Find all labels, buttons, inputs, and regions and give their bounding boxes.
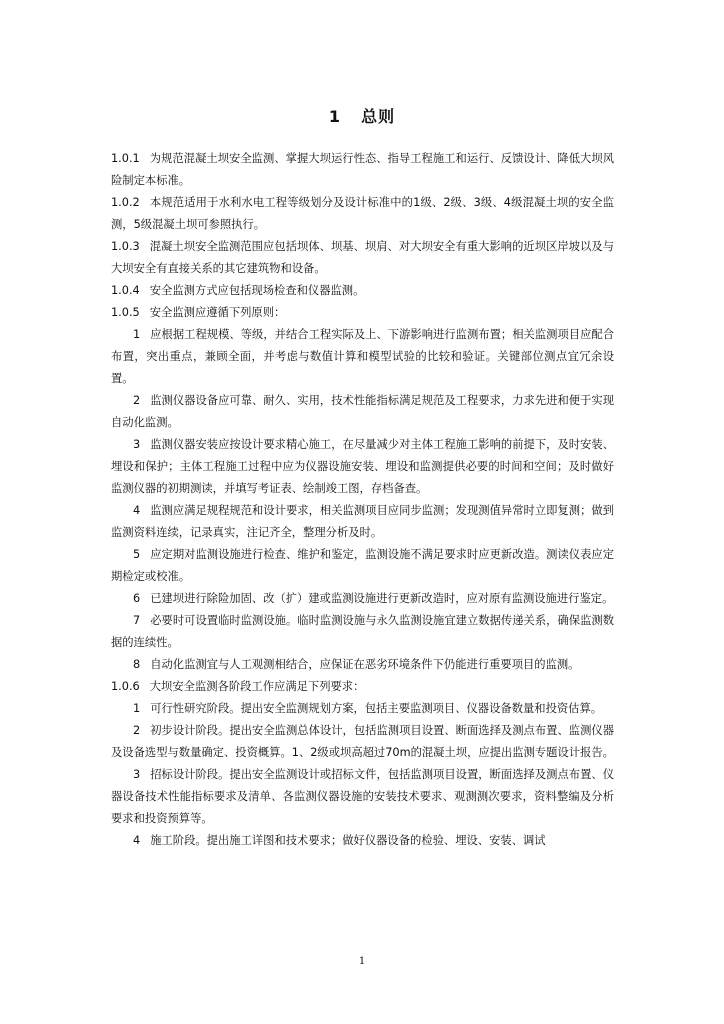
chapter-heading <box>0 104 724 127</box>
clause-text: 混凝土坝安全监测范围应包括坝体、坝基、坝肩、对大坝安全有重大影响的近坝区岸坡以及与大坝安全有直接关系的其它建筑物和设备。 <box>111 240 614 275</box>
item-text: 应根据工程规模、等级，并结合工程实际及上、下游影响进行监测布置；相关监测项目应配合布置，突出重点，兼顾全面，并考虑与数值计算和模型试验的比较和验证。关键部位测点宜冗余设置。 <box>111 328 614 385</box>
item-text: 已建坝进行除险加固、改（扩）建或监测设施进行更新改造时，应对原有监测设施进行鉴定。 <box>150 592 614 605</box>
item-text: 监测应满足规程规范和设计要求，相关监测项目应同步监测；发现测值异常时立即复测；做到监测资料连续，记录真实，注记齐全，整理分析及时。 <box>111 504 614 539</box>
item-text: 监测仪器安装应按设计要求精心施工，在尽量减少对主体工程施工影响的前提下，及时安装、埋设和保护；主体工程施工过程中应为仪器设施安装、埋设和监测提供必要的时间和空间；及时做好监测仪器的初期测读，并填写考证表、绘制竣工图，存档备查。 <box>111 438 614 495</box>
item-number: 8 <box>133 658 141 671</box>
item-text: 招标设计阶段。提出安全监测设计或招标文件，包括监测项目设置，断面选择及测点布置、仪器设备技术性能指标要求及清单、各监测仪器设施的安装技术要求、观测测次要求，资料整编及分析要求和投资预算等。 <box>111 768 614 825</box>
item-text: 初步设计阶段。提出安全监测总体设计，包括监测项目设置、断面选择及测点布置、监测仪器及设备选型与数量确定、投资概算。1、2级或坝高超过70m的混凝土坝，应提出监测专题设计报告。 <box>111 724 614 759</box>
clause-text: 大坝安全监测各阶段工作应满足下列要求： <box>149 680 365 693</box>
item-number: 3 <box>133 438 141 451</box>
item-number: 7 <box>133 614 141 627</box>
clause-1-0-6 <box>111 676 614 698</box>
clause-1-0-5 <box>111 302 614 324</box>
item-number: 6 <box>133 592 141 605</box>
chapter-title: 总则 <box>361 107 396 126</box>
list-item <box>111 544 614 588</box>
clause-text: 本规范适用于水利水电工程等级划分及设计标准中的1级、2级、3级、4级混凝土坝的安全监测，5级混凝土坝可参照执行。 <box>111 196 614 231</box>
item-text: 可行性研究阶段。提出安全监测规划方案，包括主要监测项目、仪器设备数量和投资估算。 <box>150 702 603 715</box>
list-item <box>111 390 614 434</box>
clause-1-0-2 <box>111 192 614 236</box>
clause-number: 1.0.5 <box>111 306 140 319</box>
clause-1-0-3 <box>111 236 614 280</box>
clause-number: 1.0.4 <box>111 284 140 297</box>
clause-text: 安全监测方式应包括现场检查和仪器监测。 <box>149 284 365 297</box>
clause-1-0-1 <box>111 148 614 192</box>
clause-text: 为规范混凝土坝安全监测、掌握大坝运行性态、指导工程施工和运行、反馈设计、降低大坝风险制定本标准。 <box>111 152 614 187</box>
item-number: 3 <box>133 768 141 781</box>
clause-1-0-4 <box>111 280 614 302</box>
item-number: 1 <box>133 702 141 715</box>
clause-number: 1.0.2 <box>111 196 140 209</box>
list-item <box>111 324 614 390</box>
body-text <box>111 148 614 852</box>
item-number: 5 <box>133 548 141 561</box>
page-number: 1 <box>358 956 366 967</box>
chapter-number: 1 <box>328 107 342 126</box>
item-number: 4 <box>133 834 141 847</box>
clause-number: 1.0.6 <box>111 680 140 693</box>
list-item <box>111 434 614 500</box>
clause-text: 安全监测应遵循下列原则： <box>149 306 286 319</box>
clause-number: 1.0.1 <box>111 152 140 165</box>
list-item <box>111 720 614 764</box>
item-text: 应定期对监测设施进行检查、维护和鉴定，监测设施不满足要求时应更新改造。测读仪表应定期检定或校准。 <box>111 548 614 583</box>
item-text: 必要时可设置临时监测设施。临时监测设施与永久监测设施宜建立数据传递关系，确保监测数据的连续性。 <box>111 614 614 649</box>
list-item <box>111 654 614 676</box>
item-number: 4 <box>133 504 141 517</box>
item-text: 施工阶段。提出施工详图和技术要求；做好仪器设备的检验、埋设、安装、调试 <box>150 834 546 847</box>
item-text: 监测仪器设备应可靠、耐久、实用，技术性能指标满足规范及工程要求，力求先进和便于实现自动化监测。 <box>111 394 614 429</box>
list-item <box>111 698 614 720</box>
list-item <box>111 610 614 654</box>
item-number: 1 <box>133 328 141 341</box>
item-number: 2 <box>133 394 141 407</box>
item-text: 自动化监测宜与人工观测相结合，应保证在恶劣环境条件下仍能进行重要项目的监测。 <box>150 658 580 671</box>
list-item <box>111 588 614 610</box>
list-item <box>111 764 614 830</box>
list-item <box>111 830 614 852</box>
clause-number: 1.0.3 <box>111 240 140 253</box>
item-number: 2 <box>133 724 141 737</box>
list-item <box>111 500 614 544</box>
